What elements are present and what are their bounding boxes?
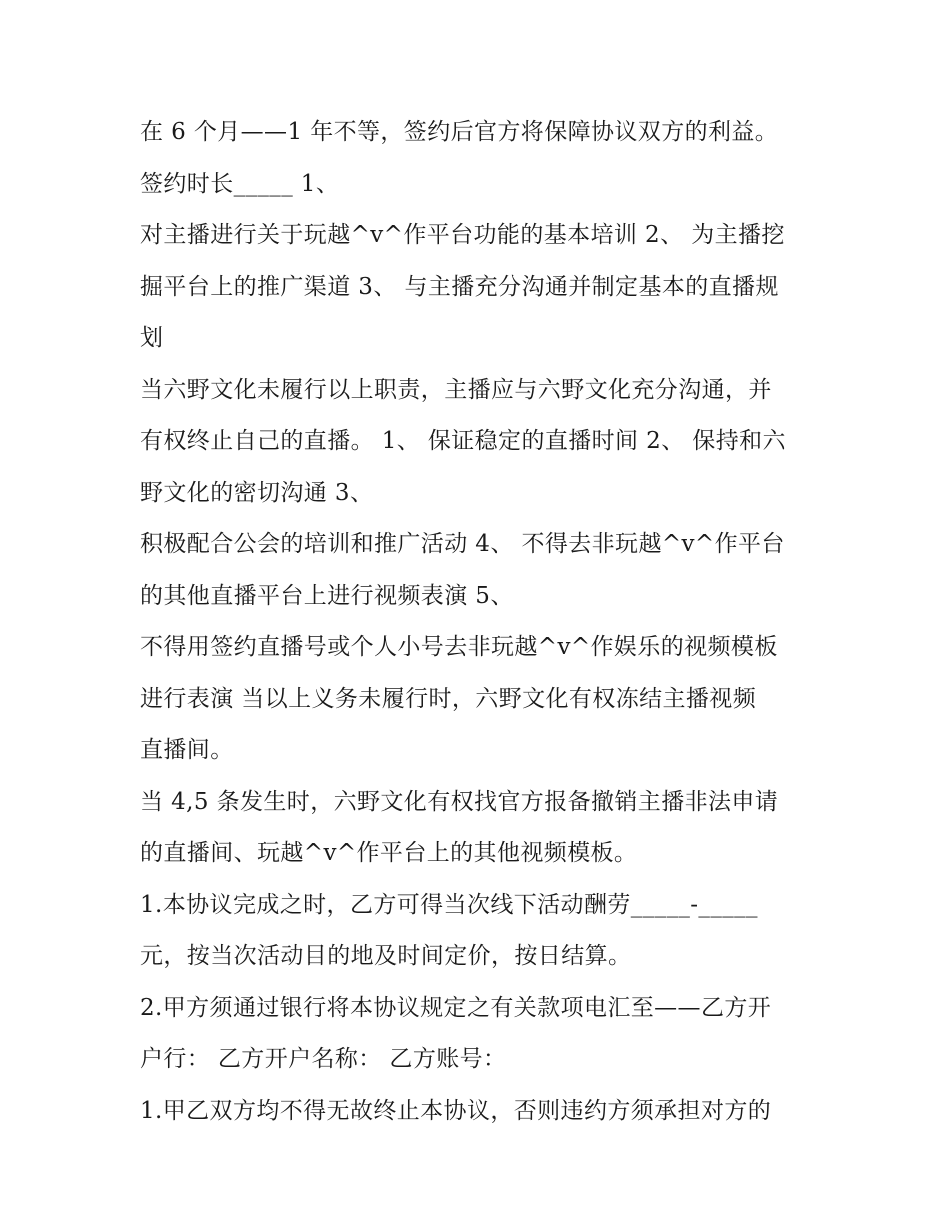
text-line: 当 4,5 条发生时，六野文化有权找官方报备撤销主播非法申请 [140, 788, 779, 815]
text-line: 划 [140, 325, 164, 351]
text-line: 签约时长_____ 1、 [140, 170, 340, 197]
text-line: 的直播间、玩越^v^作平台上的其他视频模板。 [140, 840, 638, 866]
text-line: 不得用签约直播号或个人小号去非玩越^v^作娱乐的视频模板 [140, 634, 778, 660]
text-line: 掘平台上的推广渠道 3、 与主播充分沟通并制定基本的直播规 [140, 273, 779, 300]
text-line: 的其他直播平台上进行视频表演 5、 [140, 582, 514, 609]
document-body [140, 107, 820, 1137]
text-line: 对主播进行关于玩越^v^作平台功能的基本培训 2、 为主播挖 [140, 222, 785, 248]
text-line: 野文化的密切沟通 3、 [140, 479, 374, 506]
text-line: 元，按当次活动目的地及时间定价，按日结算。 [140, 943, 632, 969]
text-line: 有权终止自己的直播。 1、 保证稳定的直播时间 2、 保持和六 [140, 428, 786, 454]
text-line: 进行表演 当以上义务未履行时，六野文化有权冻结主播视频 [140, 685, 757, 712]
text-line: 1.甲乙双方均不得无故终止本协议，否则违约方须承担对方的 [140, 1097, 772, 1124]
text-line: 积极配合公会的培训和推广活动 4、 不得去非玩越^v^作平台 [140, 531, 785, 557]
text-line: 在 6 个月——1 年不等，签约后官方将保障协议双方的利益。 [140, 119, 779, 145]
text-line: 2.甲方须通过银行将本协议规定之有关款项电汇至——乙方开 [140, 994, 772, 1021]
text-line: 1.本协议完成之时，乙方可得当次线下活动酬劳_____-_____ [140, 891, 758, 918]
text-line: 当六野文化未履行以上职责，主播应与六野文化充分沟通，并 [140, 376, 772, 403]
text-line: 直播间。 [140, 737, 234, 763]
text-line: 户行： 乙方开户名称： 乙方账号： [140, 1046, 507, 1072]
